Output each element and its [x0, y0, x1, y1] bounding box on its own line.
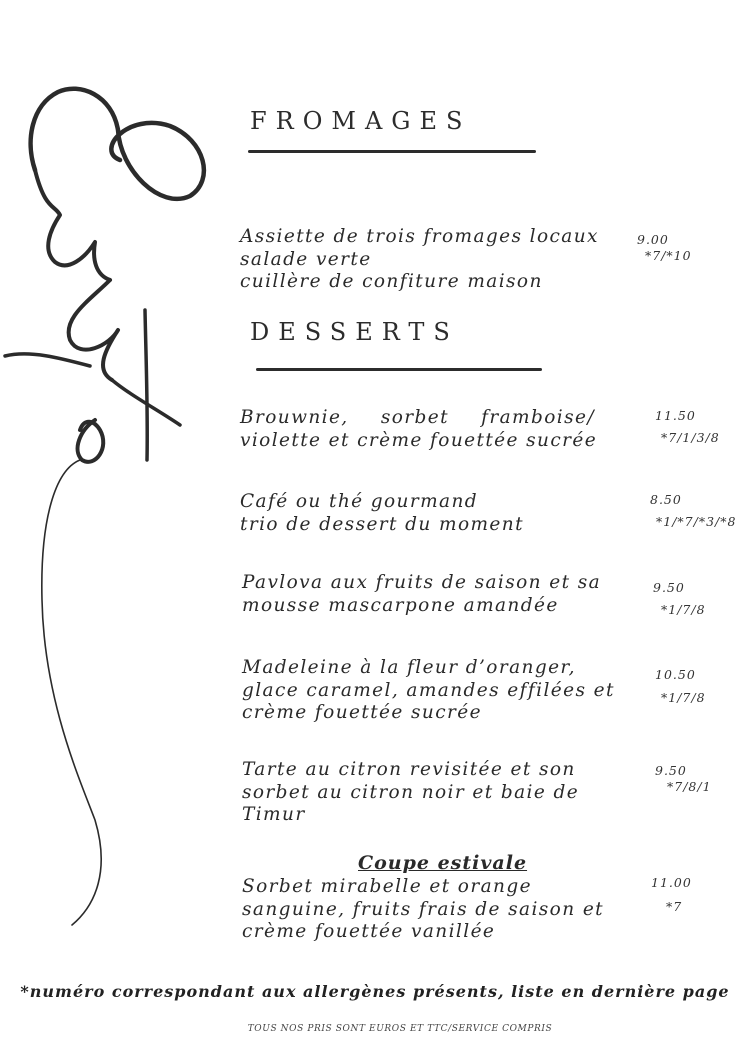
menu-item-pavlova — [242, 572, 601, 617]
item-line: sorbet au citron noir et baie de — [242, 781, 580, 803]
allergens-coupe-estivale: *7 — [666, 899, 683, 914]
item-line: Sorbet mirabelle et orange — [242, 876, 532, 897]
item-line: glace caramel, amandes effilées et — [242, 679, 615, 701]
item-line: Café ou thé gourmand — [240, 491, 479, 512]
item-line: mousse mascarpone amandée — [242, 594, 559, 616]
allergens-pavlova: *1/7/8 — [661, 602, 706, 617]
item-line — [240, 407, 595, 430]
allergens-madeleine: *1/7/8 — [661, 690, 706, 705]
item-line: Timur — [242, 804, 306, 825]
desserts-divider — [256, 368, 542, 371]
section-title-fromages: FROMAGES — [250, 107, 472, 135]
price-tarte-citron: 9.50 — [655, 763, 687, 778]
price-coupe-estivale: 11.00 — [651, 875, 692, 890]
menu-item-coupe-estivale — [242, 876, 604, 944]
item-word: Brouwnie, — [240, 407, 349, 428]
item-line: violette et crème fouettée sucrée — [240, 429, 598, 451]
allergens-brouwnie: *7/1/3/8 — [661, 430, 720, 445]
item-line: Pavlova aux fruits de saison et sa — [242, 572, 602, 593]
menu-item-fromages — [240, 226, 599, 294]
allergens-fromages: *7/*10 — [645, 248, 692, 263]
menu-item-madeleine — [242, 657, 615, 725]
carte-script-logo — [0, 70, 230, 940]
item-line: Madeleine à la fleur d’oranger, — [242, 657, 576, 678]
allergens-cafe-gourmand: *1/*7/*3/*8 — [656, 514, 737, 529]
item-line: salade verte — [240, 248, 372, 270]
menu-item-cafe-gourmand — [240, 491, 524, 536]
item-line: crème fouettée vanillée — [242, 921, 496, 942]
price-brouwnie: 11.50 — [655, 408, 696, 423]
item-line: Assiette de trois fromages locaux — [240, 226, 599, 247]
item-line: crème fouettée sucrée — [242, 702, 482, 723]
price-fromages: 9.00 — [637, 232, 669, 247]
section-title-desserts: DESSERTS — [250, 318, 459, 346]
item-word: sorbet — [380, 407, 449, 428]
item-line: Tarte au citron revisitée et son — [242, 759, 576, 780]
allergens-tarte-citron: *7/8/1 — [667, 779, 712, 794]
menu-item-brouwnie — [240, 407, 597, 452]
item-word: framboise/ — [481, 407, 595, 428]
menu-item-tarte-citron — [242, 759, 579, 827]
coupe-estivale-heading: Coupe estivale — [358, 852, 528, 874]
allergen-footnote: *numéro correspondant aux allergènes présents, liste en dernière page — [20, 982, 730, 1001]
price-madeleine: 10.50 — [655, 667, 696, 682]
item-line: cuillère de confiture maison — [240, 271, 543, 292]
item-line: trio de dessert du moment — [240, 513, 524, 535]
fromages-divider — [248, 150, 536, 153]
item-line: sanguine, fruits frais de saison et — [242, 898, 605, 920]
price-legal-note: TOUS NOS PRIS SONT EUROS ET TTC/SERVICE COMPRIS — [247, 1024, 553, 1034]
price-pavlova: 9.50 — [653, 580, 685, 595]
price-cafe-gourmand: 8.50 — [650, 492, 682, 507]
